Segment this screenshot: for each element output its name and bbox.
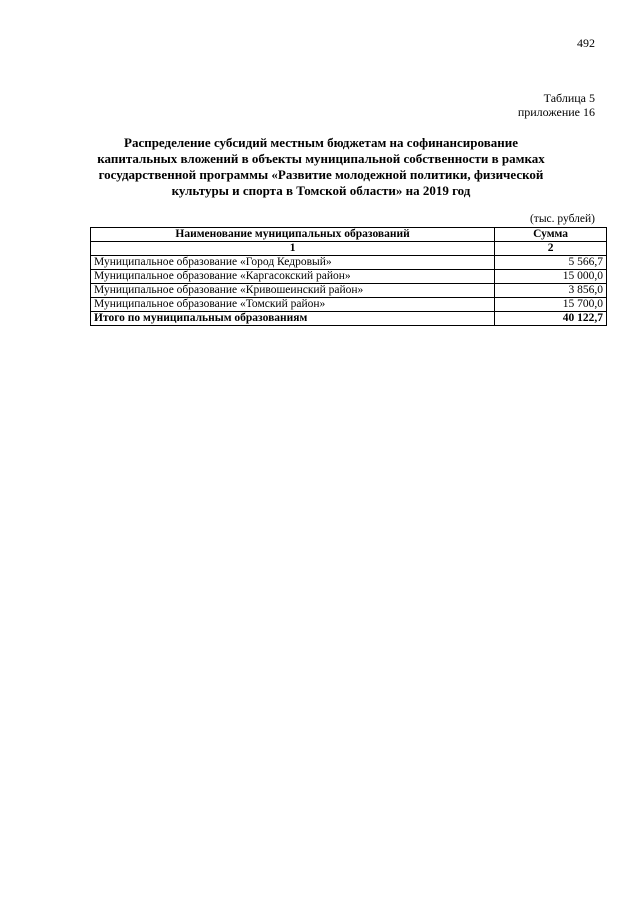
column-number-1: 1 xyxy=(91,242,495,256)
header-sum: Сумма xyxy=(495,228,607,242)
table-row xyxy=(91,298,607,312)
table-reference xyxy=(518,91,595,119)
column-number-row xyxy=(91,242,607,256)
page-number: 492 xyxy=(577,36,595,50)
title-line-4: культуры и спорта в Томской области» на 2019 год xyxy=(171,183,471,198)
total-name: Итого по муниципальным образованиям xyxy=(91,312,495,326)
units-label: (тыс. рублей) xyxy=(529,213,595,225)
column-number-2: 2 xyxy=(495,242,607,256)
row-sum: 15 000,0 xyxy=(495,270,607,284)
table-row xyxy=(91,284,607,298)
table-reference-line-2: приложение 16 xyxy=(517,105,595,119)
row-sum: 5 566,7 xyxy=(495,256,607,270)
row-name: Муниципальное образование «Кривошеинский район» xyxy=(91,284,495,298)
row-name: Муниципальное образование «Томский район» xyxy=(91,298,495,312)
table-row xyxy=(91,256,607,270)
title-line-3: государственной программы «Развитие молодежной политики, физической xyxy=(98,167,544,182)
row-name: Муниципальное образование «Город Кедровый» xyxy=(91,256,495,270)
table-row xyxy=(91,270,607,284)
title-line-2: капитальных вложений в объекты муниципальной собственности в рамках xyxy=(97,151,545,166)
title-line-1: Распределение субсидий местным бюджетам на софинансирование xyxy=(124,135,518,150)
document-title xyxy=(90,135,552,199)
header-name: Наименование муниципальных образований xyxy=(91,228,495,242)
subsidy-table xyxy=(90,227,607,326)
table-header-row xyxy=(91,228,607,242)
row-sum: 3 856,0 xyxy=(495,284,607,298)
row-name: Муниципальное образование «Каргасокский район» xyxy=(91,270,495,284)
total-row xyxy=(91,312,607,326)
table-reference-line-1: Таблица 5 xyxy=(543,91,595,105)
total-sum: 40 122,7 xyxy=(495,312,607,326)
row-sum: 15 700,0 xyxy=(495,298,607,312)
